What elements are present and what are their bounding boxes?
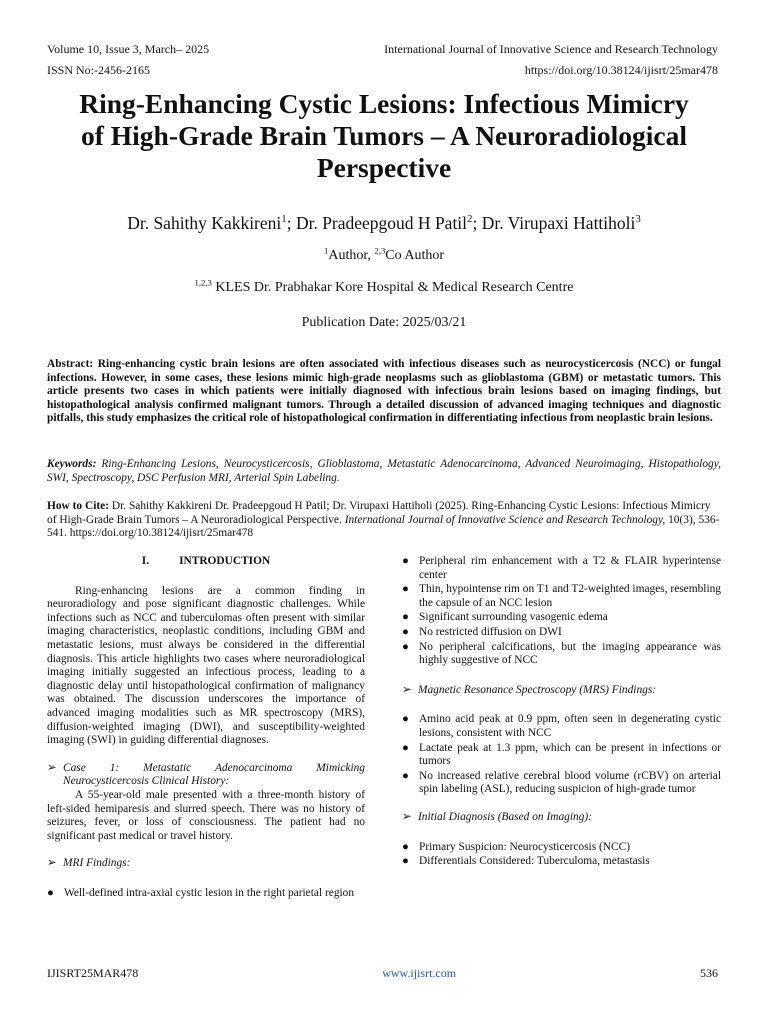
bullet-icon: ● bbox=[402, 840, 409, 853]
bullet-icon: ● bbox=[402, 741, 409, 754]
mrs-heading-text: Magnetic Resonance Spectroscopy (MRS) Findings: bbox=[418, 683, 657, 696]
arrow-bullet-icon: ➢ bbox=[402, 683, 412, 696]
initial-diagnosis-list bbox=[402, 841, 721, 869]
mrs-list bbox=[402, 713, 721, 797]
list-item bbox=[402, 583, 721, 610]
running-header-2 bbox=[47, 63, 718, 78]
list-item-text: Significant surrounding vasogenic edema bbox=[419, 611, 608, 624]
paper-title: Ring-Enhancing Cystic Lesions: Infectious Mimicry of High-Grade Brain Tumors – A Neuroradiological Perspective bbox=[79, 88, 689, 183]
list-item bbox=[402, 626, 721, 640]
arrow-bullet-icon: ➢ bbox=[402, 810, 412, 823]
list-item-text: Thin, hypointense rim on T1 and T2-weighted images, resembling the capsule of an NCC lesion bbox=[419, 583, 722, 609]
paper-id: IJISRT25MAR478 bbox=[47, 966, 139, 980]
list-item-text: Differentials Considered: Tuberculoma, metastasis bbox=[419, 855, 650, 868]
right-column bbox=[402, 555, 721, 870]
role-coauthor: Co Author bbox=[385, 248, 445, 263]
abstract bbox=[47, 358, 721, 426]
citation bbox=[47, 500, 721, 541]
author-name: Dr. Pradeepgoud H Patil bbox=[295, 213, 468, 233]
list-item bbox=[402, 770, 721, 797]
keywords-label: Keywords: bbox=[47, 458, 102, 470]
bullet-icon: ● bbox=[402, 640, 409, 653]
list-item-text: Peripheral rim enhancement with a T2 & FLAIR hyperintense center bbox=[419, 555, 721, 581]
list-item bbox=[47, 887, 365, 901]
bullet-icon: ● bbox=[402, 555, 409, 567]
list-item-text: No increased relative cerebral blood volume (rCBV) on arterial spin labeling (ASL), reducing suspicion of high-grade tumor bbox=[419, 769, 721, 796]
list-item-text: Well-defined intra-axial cystic lesion in the right parietal region bbox=[64, 886, 355, 899]
list-item bbox=[402, 713, 721, 740]
volume-issue: Volume 10, Issue 3, March– 2025 bbox=[47, 42, 210, 56]
author-roles bbox=[0, 245, 768, 264]
list-item bbox=[402, 742, 721, 769]
author-separator: ; bbox=[472, 213, 482, 233]
mri-heading-text: MRI Findings: bbox=[63, 857, 131, 870]
arrow-bullet-icon: ➢ bbox=[47, 761, 57, 774]
intro-paragraph: Ring-enhancing lesions are a common finding in neuroradiology and pose significant diagnostic challenges. While infections such as NCC and tuberculomas often present with similar imaging characteristics, neoplastic conditions, including GBM and metastatic lesions, must always be considered in the differential diagnosis. This article highlights two cases where neuroradiological imaging initially suggested an infectious process, leading to a diagnostic delay until histopathological confirmation of malignancy was obtained. The discussion underscores the importance of advanced imaging modalities such as MR spectroscopy (MRS), diffusion-weighted imaging (DWI), and susceptibility-weighted imaging (SWI) in guiding differential diagnoses. bbox=[47, 584, 365, 747]
affiliation bbox=[0, 277, 768, 296]
affiliation-sup: 1,2,3 bbox=[194, 277, 212, 288]
bullet-icon: ● bbox=[402, 583, 409, 596]
list-item-text: Primary Suspicion: Neurocysticercosis (NCC) bbox=[419, 840, 631, 853]
list-item bbox=[402, 641, 721, 668]
mri-heading bbox=[47, 857, 365, 871]
bullet-icon: ● bbox=[402, 625, 409, 638]
list-item bbox=[402, 855, 721, 869]
left-column bbox=[47, 555, 365, 901]
cite-text: Dr. Sahithy Kakkireni Dr. Pradeepgoud H Patil; Dr. Virupaxi Hattiholi (2025). Ring-Enhancing Cystic Lesions: Infectious Mimicry of High-Grade Brain Tumors – A Neuroradiological Perspective. bbox=[47, 500, 711, 526]
page-footer bbox=[47, 966, 718, 981]
publication-date: Publication Date: 2025/03/21 bbox=[301, 315, 467, 330]
cite-journal: International Journal of Innovative Science and Research Technology, bbox=[344, 513, 666, 526]
initial-heading-text: Initial Diagnosis (Based on Imaging): bbox=[418, 810, 593, 823]
author-name: Dr. Virupaxi Hattiholi bbox=[481, 213, 636, 233]
author-name: Dr. Sahithy Kakkireni bbox=[127, 213, 282, 233]
affiliation-text: KLES Dr. Prabhakar Kore Hospital & Medical Research Centre bbox=[211, 280, 574, 295]
list-item bbox=[402, 611, 721, 625]
role-sup: 2,3 bbox=[374, 245, 386, 256]
keywords-text: Ring-Enhancing Lesions, Neurocysticercosis, Glioblastoma, Metastatic Adenocarcinoma, Advanced Neuroimaging, Histopathology, SWI, Spectroscopy, DSC Perfusion MRI, Arterial Spin Labeling. bbox=[47, 458, 721, 484]
issn: ISSN No:-2456-2165 bbox=[47, 63, 151, 77]
list-item-text: Lactate peak at 1.3 ppm, which can be present in infections or tumors bbox=[419, 741, 721, 768]
author-sup: 2 bbox=[467, 213, 473, 226]
section-number: I. bbox=[141, 555, 150, 567]
list-item bbox=[402, 555, 721, 582]
role-author: Author, bbox=[328, 248, 375, 263]
section-title: INTRODUCTION bbox=[179, 555, 271, 567]
initial-diagnosis-heading bbox=[402, 811, 721, 825]
author-list bbox=[0, 213, 768, 234]
list-item-text: Amino acid peak at 0.9 ppm, often seen in degenerating cystic lesions, consistent with NCC bbox=[419, 713, 721, 739]
bullet-icon: ● bbox=[402, 611, 409, 624]
doi-link[interactable]: https://doi.org/10.38124/ijisrt/25mar478 bbox=[524, 63, 718, 77]
mri-list-left bbox=[47, 887, 365, 901]
author-sup: 3 bbox=[635, 213, 641, 226]
bullet-icon: ● bbox=[402, 713, 409, 726]
bullet-icon: ● bbox=[402, 769, 409, 782]
abstract-label: Abstract: bbox=[47, 358, 98, 370]
case1-heading bbox=[47, 762, 365, 789]
abstract-text: Ring-enhancing cystic brain lesions are often associated with infectious diseases such as neurocysticercosis (NCC) or fungal infections. However, in some cases, these lesions mimic high-grade neoplasms such as glioblastoma (GBM) or metastatic tumors. This article presents two cases in which patients were initially diagnosed with infectious brain lesions based on imaging findings, but histopathological analysis confirmed malignant tumors. Through a detailed discussion of advanced imaging techniques and diagnostic pitfalls, this study emphasizes the critical role of histopathological confirmation in differentiating infectious from neoplastic brain lesions. bbox=[47, 358, 721, 425]
arrow-bullet-icon: ➢ bbox=[47, 857, 57, 870]
journal-name: International Journal of Innovative Science and Research Technology bbox=[384, 42, 718, 56]
bullet-icon: ● bbox=[47, 886, 54, 899]
page-number: 536 bbox=[700, 966, 718, 980]
author-sup: 1 bbox=[281, 213, 287, 226]
case1-heading-text: Case 1: Metastatic Adenocarcinoma Mimicking Neurocysticercosis Clinical History: bbox=[63, 761, 365, 788]
author-separator: ; bbox=[286, 213, 296, 233]
running-header bbox=[47, 42, 718, 57]
role-sup: 1 bbox=[323, 245, 329, 256]
cite-doi[interactable]: 10(3), 536-541. https://doi.org/10.38124/ijisrt/25mar478 bbox=[47, 513, 720, 540]
keywords bbox=[47, 458, 721, 485]
list-item-text: No peripheral calcifications, but the imaging appearance was highly suggestive of NCC bbox=[419, 640, 721, 667]
mrs-heading bbox=[402, 684, 721, 698]
website-link[interactable]: www.ijisrt.com bbox=[382, 966, 457, 980]
cite-label: How to Cite: bbox=[47, 500, 112, 512]
list-item-text: No restricted diffusion on DWI bbox=[419, 625, 562, 638]
bullet-icon: ● bbox=[402, 855, 409, 868]
section-heading bbox=[47, 555, 365, 569]
list-item bbox=[402, 841, 721, 855]
mri-list-right bbox=[402, 555, 721, 668]
case1-paragraph: A 55-year-old male presented with a three-month history of left-sided hemiparesis and slurred speech. There was no history of seizures, fever, or loss of consciousness. The patient had no significant past medical or travel history. bbox=[47, 788, 365, 842]
